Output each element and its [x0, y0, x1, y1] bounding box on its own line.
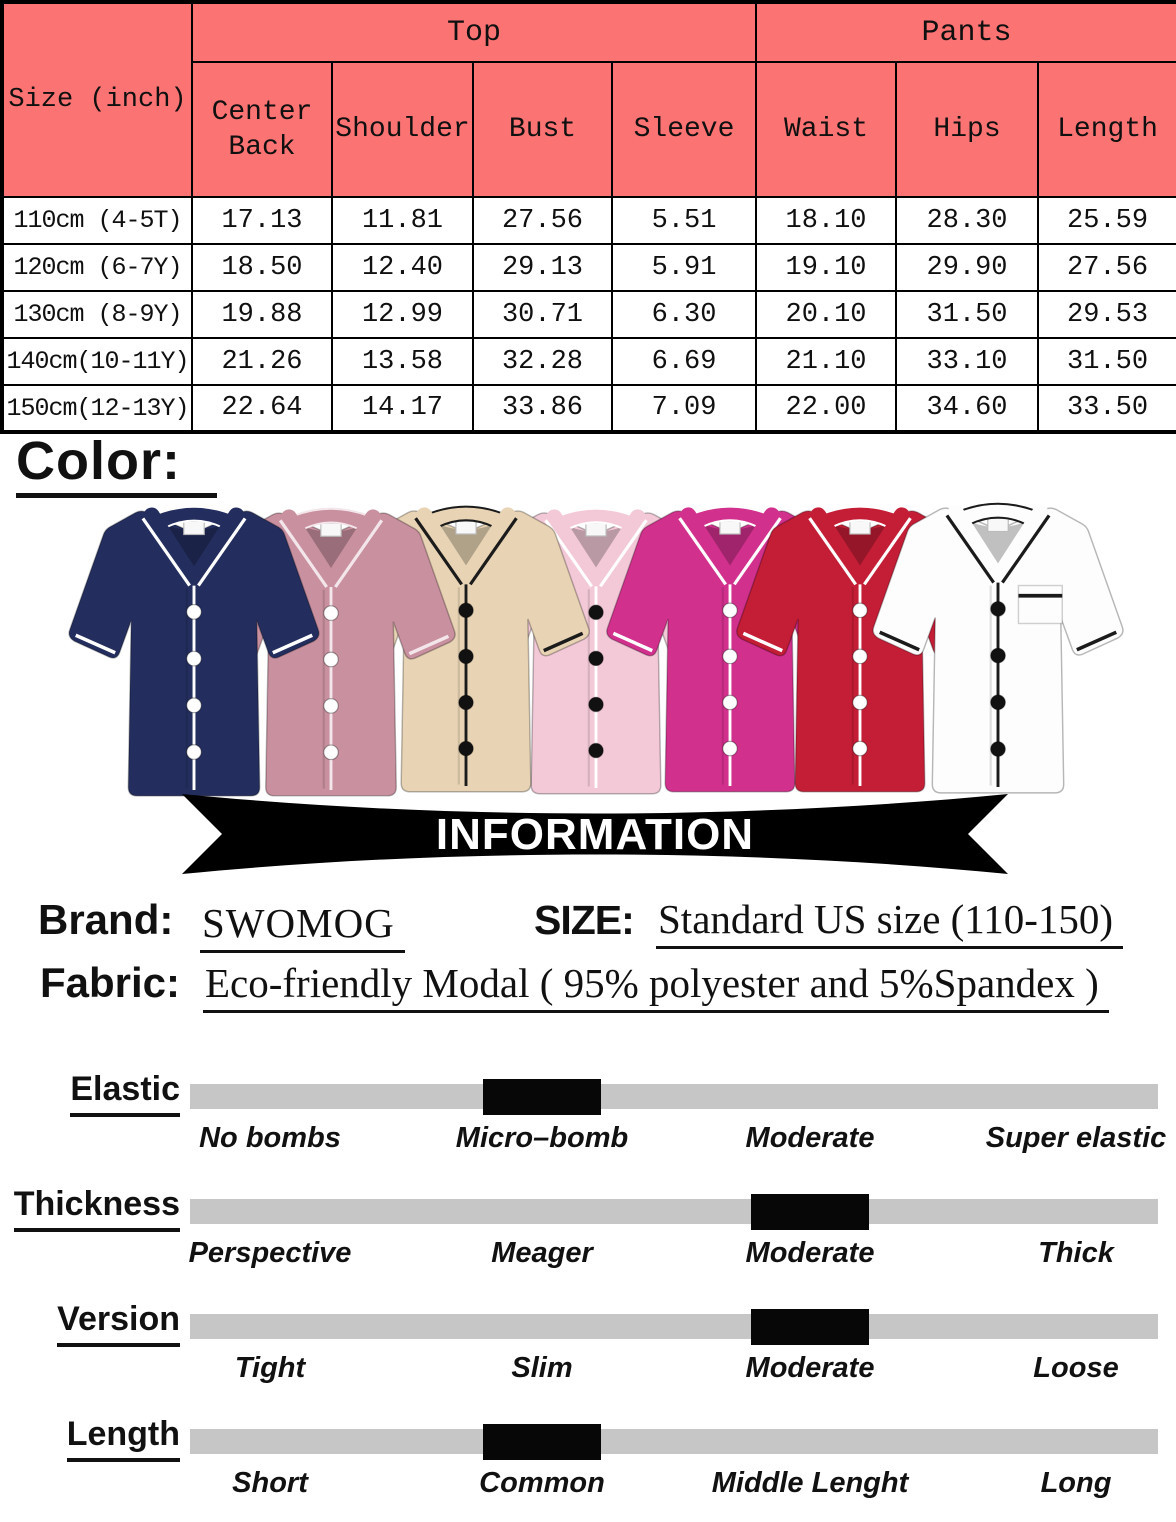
attribute-option: Meager: [491, 1237, 593, 1269]
measurement-cell: 6.30: [612, 291, 756, 338]
attribute-label: Version: [57, 1300, 180, 1347]
column-header: Shoulder: [332, 62, 473, 197]
column-header: Bust: [473, 62, 612, 197]
attribute-scale-bar: [190, 1084, 1158, 1109]
measurement-cell: 13.58: [332, 338, 473, 385]
measurement-cell: 33.50: [1038, 385, 1176, 432]
attribute-row-length: [0, 1407, 1176, 1522]
attribute-label: Elastic: [70, 1070, 180, 1117]
measurement-cell: 7.09: [612, 385, 756, 432]
measurement-cell: 17.13: [192, 197, 332, 244]
attribute-option: Moderate: [745, 1122, 875, 1154]
measurement-cell: 25.59: [1038, 197, 1176, 244]
measurement-cell: 5.51: [612, 197, 756, 244]
size-cell: 150cm(12-13Y): [2, 385, 192, 432]
size-cell: 120cm (6-7Y): [2, 244, 192, 291]
brand-label: Brand:: [38, 896, 174, 943]
column-header: Length: [1038, 62, 1176, 197]
attribute-option: Moderate: [745, 1237, 875, 1269]
attribute-label-wrap: [0, 1185, 180, 1232]
measurement-cell: 6.69: [612, 338, 756, 385]
attribute-label: Thickness: [14, 1185, 180, 1232]
attribute-level-marker: [751, 1194, 869, 1230]
measurement-cell: 30.71: [473, 291, 612, 338]
attribute-option: No bombs: [199, 1122, 341, 1154]
shirt-white: [852, 495, 1144, 805]
size-chart-group-top: Top: [192, 2, 756, 62]
size-chart-corner-label: Size (inch): [2, 2, 192, 197]
measurement-cell: 22.64: [192, 385, 332, 432]
column-header: Waist: [756, 62, 896, 197]
information-banner: [178, 790, 1012, 878]
column-header: Hips: [896, 62, 1038, 197]
attribute-option: Micro–bomb: [455, 1122, 629, 1154]
measurement-cell: 18.50: [192, 244, 332, 291]
measurement-cell: 31.50: [1038, 338, 1176, 385]
information-banner-label: INFORMATION: [435, 810, 755, 859]
attribute-row-version: [0, 1292, 1176, 1407]
attribute-level-marker: [751, 1309, 869, 1345]
measurement-cell: 29.90: [896, 244, 1038, 291]
pajama-shirt-icon: [48, 498, 340, 808]
measurement-cell: 27.56: [473, 197, 612, 244]
fabric-label: Fabric:: [40, 959, 181, 1006]
size-value: Standard US size (110-150): [656, 895, 1123, 949]
brand-value: SWOMOG: [200, 899, 405, 953]
attribute-option: Thick: [1038, 1237, 1114, 1269]
attribute-row-elastic: [0, 1062, 1176, 1177]
attribute-level-marker: [483, 1079, 601, 1115]
column-header: Center Back: [192, 62, 332, 197]
attribute-scale-bar: [190, 1314, 1158, 1339]
attribute-option: Perspective: [188, 1237, 352, 1269]
attribute-option: Common: [479, 1467, 605, 1499]
measurement-cell: 29.53: [1038, 291, 1176, 338]
measurement-cell: 33.10: [896, 338, 1038, 385]
attribute-option: Tight: [234, 1352, 306, 1384]
measurement-cell: 33.86: [473, 385, 612, 432]
measurement-cell: 28.30: [896, 197, 1038, 244]
measurement-cell: 32.28: [473, 338, 612, 385]
shirt-navy: [48, 498, 340, 808]
attribute-option: Middle Lenght: [711, 1467, 909, 1499]
measurement-cell: 11.81: [332, 197, 473, 244]
measurement-cell: 5.91: [612, 244, 756, 291]
attribute-row-thickness: [0, 1177, 1176, 1292]
measurement-cell: 12.99: [332, 291, 473, 338]
attribute-sliders: [0, 1062, 1176, 1522]
measurement-cell: 19.88: [192, 291, 332, 338]
measurement-cell: 27.56: [1038, 244, 1176, 291]
size-cell: 130cm (8-9Y): [2, 291, 192, 338]
measurement-cell: 20.10: [756, 291, 896, 338]
color-heading-text: Color:: [16, 431, 217, 498]
column-header: Sleeve: [612, 62, 756, 197]
size-chart-group-pants: Pants: [756, 2, 1176, 62]
measurement-cell: 29.13: [473, 244, 612, 291]
attribute-scale-bar: [190, 1429, 1158, 1454]
ribbon-shape-icon: [178, 790, 1012, 878]
measurement-cell: 12.40: [332, 244, 473, 291]
attribute-level-marker: [483, 1424, 601, 1460]
measurement-cell: 19.10: [756, 244, 896, 291]
attribute-option: Moderate: [745, 1352, 875, 1384]
size-cell: 140cm(10-11Y): [2, 338, 192, 385]
attribute-option: Slim: [511, 1352, 573, 1384]
attribute-option: Short: [232, 1467, 308, 1499]
attribute-label-wrap: [0, 1415, 180, 1462]
attribute-label: Length: [67, 1415, 180, 1462]
measurement-cell: 18.10: [756, 197, 896, 244]
attribute-label-wrap: [0, 1070, 180, 1117]
attribute-label-wrap: [0, 1300, 180, 1347]
measurement-cell: 14.17: [332, 385, 473, 432]
fabric-value: Eco-friendly Modal ( 95% polyester and 5%Spandex ): [203, 959, 1109, 1013]
measurement-cell: 22.00: [756, 385, 896, 432]
attribute-scale-bar: [190, 1199, 1158, 1224]
attribute-option: Loose: [1033, 1352, 1119, 1384]
size-label: SIZE:: [534, 897, 634, 943]
pajama-shirt-icon: [852, 495, 1144, 805]
size-cell: 110cm (4-5T): [2, 197, 192, 244]
measurement-cell: 34.60: [896, 385, 1038, 432]
measurement-cell: 21.26: [192, 338, 332, 385]
attribute-option: Long: [1040, 1467, 1112, 1499]
attribute-option: Super elastic: [985, 1122, 1167, 1154]
measurement-cell: 31.50: [896, 291, 1038, 338]
measurement-cell: 21.10: [756, 338, 896, 385]
